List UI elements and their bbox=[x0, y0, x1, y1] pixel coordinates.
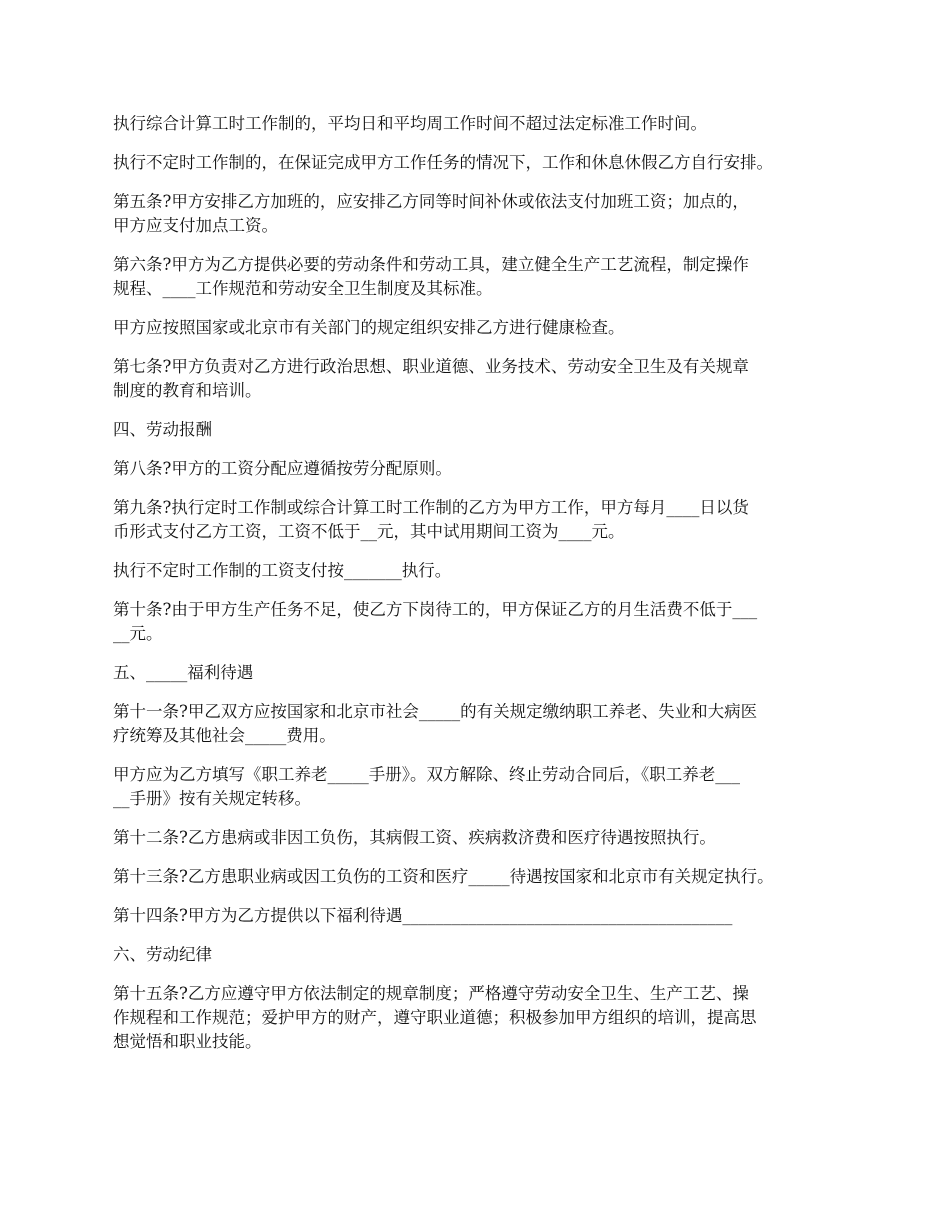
paragraph-health-check: 甲方应按照国家或北京市有关部门的规定组织安排乙方进行健康检查。 bbox=[113, 318, 625, 337]
article-5: 第五条?甲方安排乙方加班的，应安排乙方同等时间补休或依法支付加班工资；加点的， 甲方应支付加点工资。 bbox=[113, 192, 749, 235]
article-6: 第六条?甲方为乙方提供必要的劳动条件和劳动工具，建立健全生产工艺流程，制定操作 规程、____工作规范和劳动安全卫生制度及其标准。 bbox=[113, 255, 749, 298]
paragraph-comprehensive-hours: 执行综合计算工时工作制的，平均日和平均周工作时间不超过法定标准工作时间。 bbox=[113, 114, 707, 133]
paragraph-flexible-pay: 执行不定时工作制的工资支付按_______执行。 bbox=[113, 561, 452, 580]
article-12: 第十二条?乙方患病或非因工负伤，其病假工资、疾病救济费和医疗待遇按照执行。 bbox=[113, 828, 716, 847]
article-9: 第九条?执行定时工作制或综合计算工时工作制的乙方为甲方工作，甲方每月____日以货 币形式支付乙方工资，工资不低于__元，其中试用期间工资为____元。 bbox=[113, 498, 749, 541]
article-7: 第七条?甲方负责对乙方进行政治思想、职业道德、业务技术、劳动安全卫生及有关规章 制度的教育和培训。 bbox=[113, 357, 749, 400]
article-13: 第十三条?乙方患职业病或因工负伤的工资和医疗_____待遇按国家和北京市有关规定执行。 bbox=[113, 867, 774, 886]
paragraph-flexible-hours: 执行不定时工作制的，在保证完成甲方工作任务的情况下，工作和休息休假乙方自行安排。 bbox=[113, 153, 773, 172]
section-heading-remuneration: 四、劳动报酬 bbox=[113, 420, 212, 439]
article-11: 第十一条?甲乙双方应按国家和北京市社会_____的有关规定缴纳职工养老、失业和大病医 疗统筹及其他社会_____费用。 bbox=[113, 702, 758, 745]
section-heading-welfare: 五、_____福利待遇 bbox=[113, 663, 254, 682]
paragraph-pension-manual: 甲方应为乙方填写《职工养老_____手册》。双方解除、终止劳动合同后，《职工养老___ __手册》按有关规定转移。 bbox=[113, 765, 740, 808]
article-10: 第十条?由于甲方生产任务不足，使乙方下岗待工的，甲方保证乙方的月生活费不低于___ __元。 bbox=[113, 600, 758, 643]
document-body bbox=[113, 112, 843, 1069]
article-8: 第八条?甲方的工资分配应遵循按劳分配原则。 bbox=[113, 459, 452, 478]
section-heading-discipline: 六、劳动纪律 bbox=[113, 945, 212, 964]
article-14: 第十四条?甲方为乙方提供以下福利待遇________________________________________ bbox=[113, 906, 733, 925]
article-15: 第十五条?乙方应遵守甲方依法制定的规章制度；严格遵守劳动安全卫生、生产工艺、操 作规程和工作规范；爱护甲方的财产，遵守职业道德；积极参加甲方组织的培训，提高思 想觉悟和职业技能。 bbox=[113, 984, 757, 1051]
